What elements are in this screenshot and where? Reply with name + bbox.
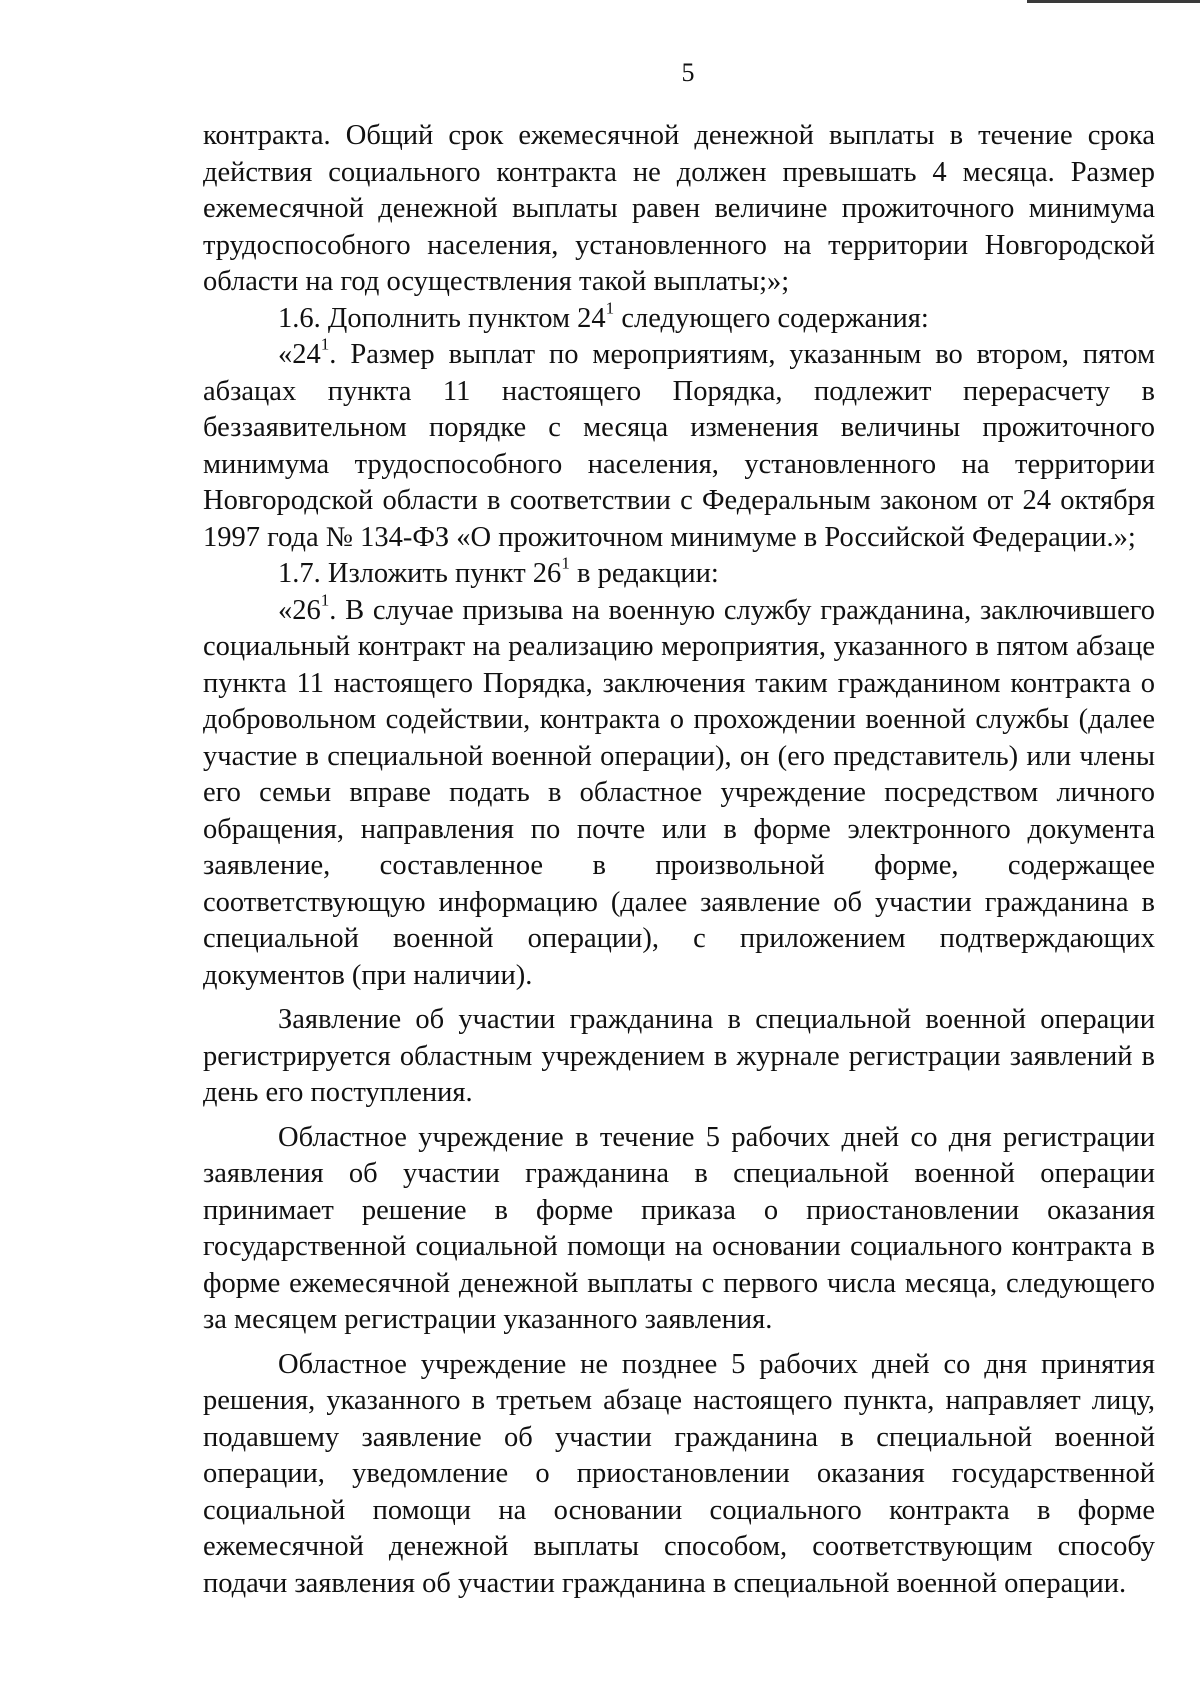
paragraph-contract-term: контракта. Общий срок ежемесячной денежной выплаты в течение срока действия социального контракта не должен превышать 4 месяца. Размер ежемесячной денежной выплаты равен величине прожиточного минимума трудоспособного населения, установленного на территории Новгородской области на год осуществления такой выплаты;»; — [203, 120, 1155, 297]
paragraph-item-1-7-text: 1.7. Изложить пункт 26 — [278, 558, 562, 589]
paragraph-suspension-decision: Областное учреждение в течение 5 рабочих дней со дня регистрации заявления об участии гражданина в специальной военной операции принимает решение в форме приказа о приостановлении оказания государственной социальной помощи на основании социального контракта в форме ежемесячной денежной выплаты с первого числа месяца, следующего за месяцем регистрации указанного заявления. — [203, 1121, 1155, 1335]
superscript-index: 1 — [320, 334, 330, 354]
paragraph-notification: Областное учреждение не позднее 5 рабочих дней со дня принятия решения, указанного в третьем абзаце настоящего пункта, направляет лицу, подавшему заявление об участии гражданина в специальной военной операции, уведомление о приостановлении оказания государственной социальной помощи на основании социального контракта в форме ежемесячной денежной выплаты способом, соответствующим способу подачи заявления об участии гражданина в специальной военной операции. — [203, 1348, 1155, 1599]
paragraph-point-26-1 — [203, 589, 1155, 995]
paragraph-registration: Заявление об участии гражданина в специальной военной операции регистрируется областным учреждением в журнале регистрации заявлений в день его поступления. — [203, 1004, 1155, 1108]
paragraph-item-1-6 — [203, 297, 1155, 338]
top-edge-rule — [1027, 0, 1200, 3]
paragraph-item-1-6-text: 1.6. Дополнить пунктом 24 — [278, 302, 606, 334]
paragraph-item-1-7 — [203, 553, 1155, 593]
paragraph-point-24-1 — [203, 334, 1155, 556]
paragraph-point-24-1-lead: «24 — [278, 339, 321, 370]
paragraph-item-1-7-tail: в редакции: — [569, 558, 719, 589]
page-number: 5 — [681, 58, 695, 87]
paragraph-point-24-1-text: . Размер выплат по мероприятиям, указанным во втором, пятом абзацах пункта 11 настоящего Порядка, подлежит перерасчету в беззаявительном порядке с месяца изменения величины прожиточного минимума трудоспособного населения, установленного на территории Новгородской области в соответствии с Федеральным законом от 24 октября 1997 года № 134-ФЗ «О прожиточном минимуме в Российской Федерации.»; — [203, 339, 1155, 553]
superscript-index: 1 — [320, 589, 330, 609]
superscript-index: 1 — [605, 297, 615, 317]
paragraph-point-26-1-lead: «26 — [278, 594, 321, 626]
superscript-index: 1 — [561, 553, 570, 573]
paragraph-item-1-6-tail: следующего содержания: — [614, 302, 929, 334]
document-body — [203, 118, 1155, 1602]
paragraph-point-26-1-text: . В случае призыва на военную службу гражданина, заключившего социальный контракт на реализацию мероприятия, указанного в пятом абзаце пункта 11 настоящего Порядка, заключения таким гражданином контракта о добровольном содействии, контракта о прохождении военной службы (далее участие в специальной военной операции), он (его представитель) или члены его семьи вправе подать в областное учреждение посредством личного обращения, направления по почте или в форме электронного документа заявление, составленное в произвольной форме, содержащее соответствующую информацию (далее заявление об участии гражданина в специальной военной операции), с приложением подтверждающих документов (при наличии). — [203, 594, 1155, 991]
